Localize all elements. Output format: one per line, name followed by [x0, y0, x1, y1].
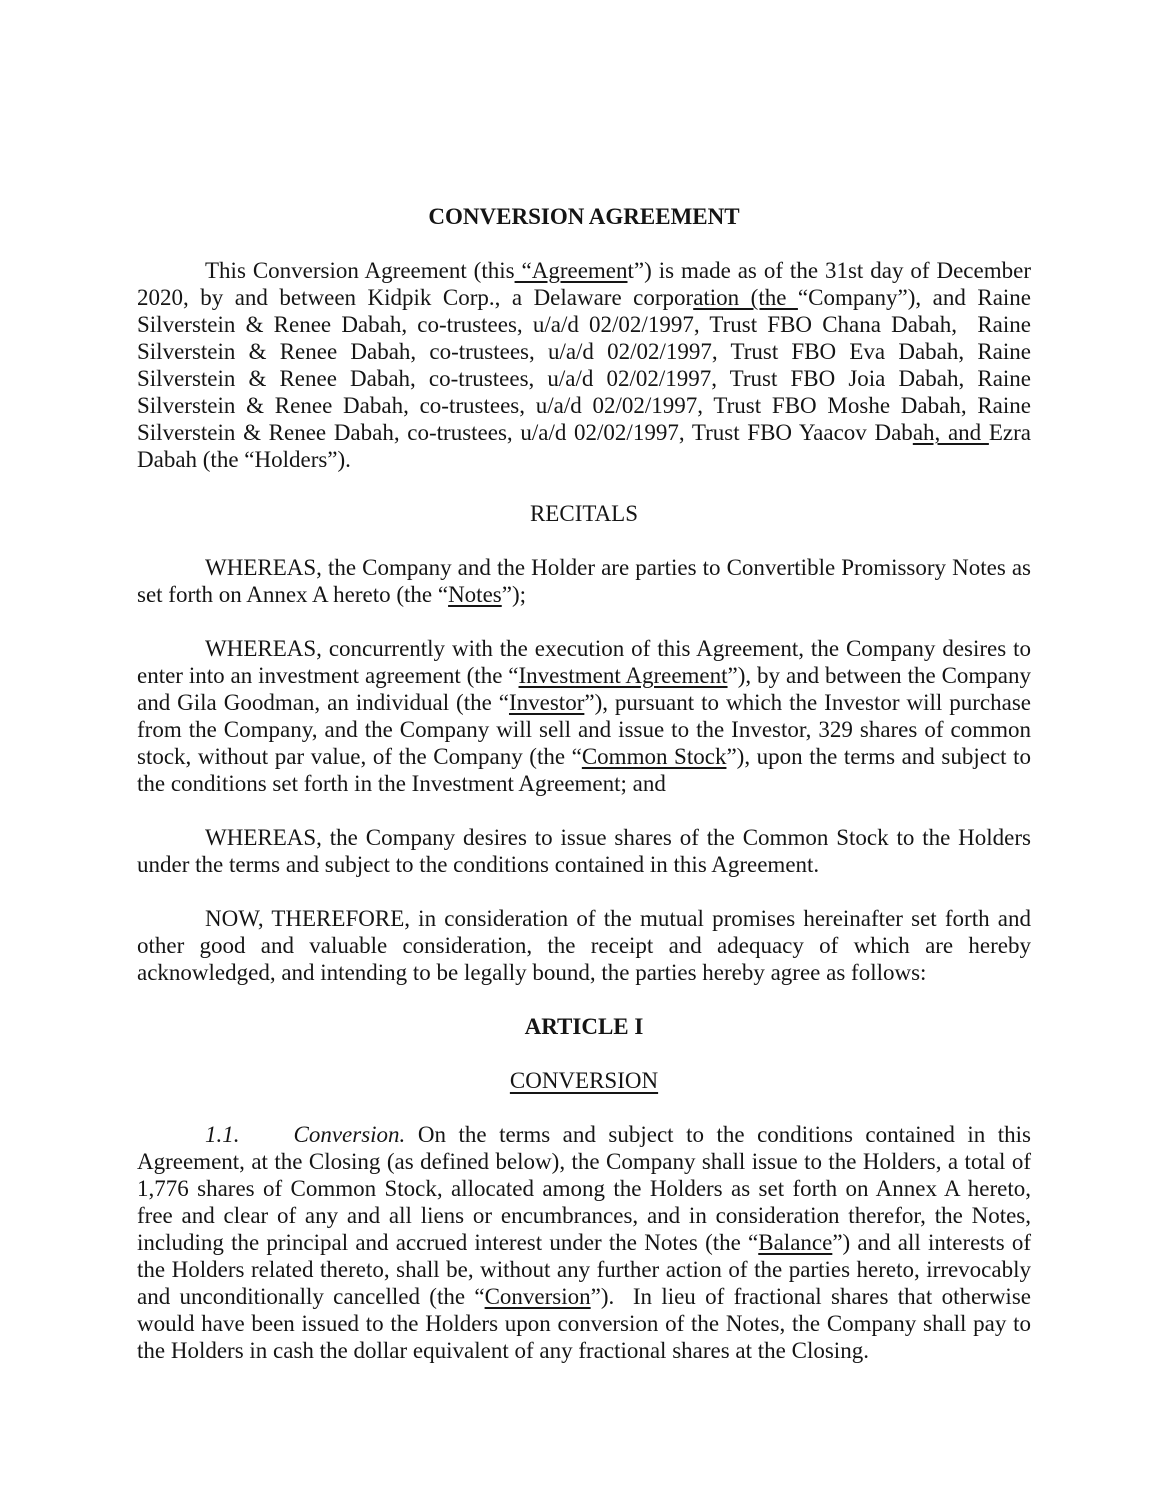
text-run: NOW, THEREFORE, in consideration of the mutual promises hereinafter set forth and other good and valuable consideration, the receipt and adequacy of which are hereby acknowledged, and intending to be legally bound, the parties hereby agree as follows: [137, 906, 1031, 985]
text-run: ”); [501, 582, 526, 607]
whereas-notes-paragraph [137, 554, 1031, 608]
recitals-heading: RECITALS [529, 501, 639, 526]
text-run: Balance [758, 1230, 833, 1255]
text-run: Notes [448, 582, 502, 607]
article-i-heading: ARTICLE I [524, 1014, 644, 1039]
intro-paragraph [137, 257, 1031, 473]
text-run: ”), pursuant to which the Investor will purchase from the Company, and the Company will sell and issue to the Investor, 329 shares of common stock, without par value, of the Company (the “ [137, 690, 1031, 769]
text-run: ”). In lieu of fractional shares that otherwise would have been issued to the Holders upon conversion of the Notes, the Company shall pay to the Holders in cash the dollar equivalent of any fractional shares at the Closing. [137, 1284, 1031, 1363]
now-therefore-paragraph [137, 905, 1031, 986]
text-run: ation (the [693, 285, 798, 310]
text-run: Ezra Dabah (the “Holders”). [137, 420, 1032, 472]
text-run: WHEREAS, the Company and the Holder are parties to Convertible Promissory Notes as set forth on Annex A hereto (the “ [137, 555, 1031, 607]
text-run: t”) is made as of the 31st day of December 2020, by and between Kidpik Corp., a Delaware corpor [137, 258, 1031, 310]
text-run: ah, and [912, 420, 989, 445]
text-run: Conversion. [293, 1122, 406, 1147]
whereas-issue-paragraph [137, 824, 1031, 878]
text-run: Common Stock [581, 744, 727, 769]
text-run: This Conversion Agreement (this [205, 258, 515, 283]
document-title: CONVERSION AGREEMENT [428, 204, 740, 229]
text-run: “Company”), and Raine Silverstein & Renee Dabah, co-trustees, u/a/d 02/02/1997, Trust FBO Chana Dabah, Raine Silverstein & Renee Dabah, co-trustees, u/a/d 02/02/1997, Trust FBO Eva Dabah, Raine Silverstein & Renee Dabah, co-trustees, u/a/d 02/02/1997, Trust FBO Joia Dabah, Raine Silverstein & Renee Dabah, co-trustees, u/a/d 02/02/1997, Trust FBO Moshe Dabah, Raine Silverstein & Renee Dabah, co-trustees, u/a/d 02/02/1997, Trust FBO Yaacov Dab [137, 285, 1031, 445]
text-run: WHEREAS, the Company desires to issue shares of the Common Stock to the Holders under the terms and subject to the conditions contained in this Agreement. [137, 825, 1031, 877]
whereas-investment-paragraph [137, 635, 1031, 797]
text-run: ”), by and between the Company and Gila Goodman, an individual (the “ [137, 663, 1032, 715]
text-run: Conversion [484, 1284, 591, 1309]
text-run: Investor [508, 690, 585, 715]
text-run: ”) and all interests of the Holders related thereto, shall be, without any further action of the parties hereto, irrevocably and unconditionally cancelled (the “ [137, 1230, 1032, 1309]
text-run: ”), upon the terms and subject to the conditions set forth in the Investment Agreement; and [137, 744, 1032, 796]
text-run: WHEREAS, concurrently with the execution of this Agreement, the Company desires to enter into an investment agreement (the “ [137, 636, 1031, 688]
section-1-1-paragraph [137, 1121, 1031, 1364]
text-run: “Agreemen [514, 258, 628, 283]
conversion-section-heading: CONVERSION [509, 1068, 659, 1093]
text-run: On the terms and subject to the conditions contained in this Agreement, at the Closing (as defined below), the Company shall issue to the Holders, a total of 1,776 shares of Common Stock, allocated among the Holders as set forth on Annex A hereto, free and clear of any and all liens or encumbrances, and in consideration therefor, the Notes, including the principal and accrued interest under the Notes (the “ [137, 1122, 1031, 1255]
text-run: Investment Agreement [518, 663, 728, 688]
text-run: 1.1. [205, 1122, 240, 1147]
